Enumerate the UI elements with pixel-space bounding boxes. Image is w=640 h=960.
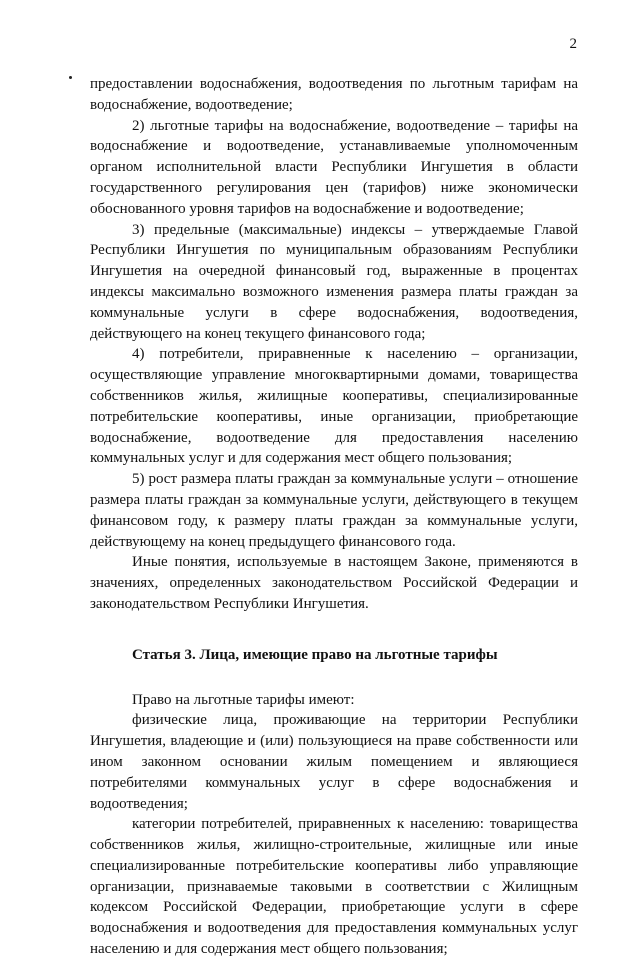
eligibility-organizations: категории потребителей, приравненных к населению: товарищества собственников жилья, жилищно-строительные, жилищные или иные специализированные потребительские кооперативы либо управляющие организации, признаваемые таковыми в соответствии с Жилищным кодексом Российской Федерации, приобретающие услуги в сфере водоснабжения и водоотведения для предоставления коммунальных услуг населению и для содержания мест общего пользования; bbox=[90, 816, 578, 958]
other-concepts-paragraph: Иные понятия, используемые в настоящем Законе, применяются в значениях, определенных законодательством Российской Федерации и законодательством Республики Ингушетия. bbox=[90, 554, 578, 612]
definition-4: 4) потребители, приравненные к населению – организации, осуществляющие управление многоквартирными домами, товарищества собственников жилья, жилищные кооперативы, специализированные потребительские кооперативы, иные организации, приобретающие водоснабжение, водоотведение для предоставления населению коммунальных услуг и для содержания мест общего пользования; bbox=[90, 346, 578, 467]
scan-dot bbox=[69, 76, 72, 79]
paragraph-continuation: предоставлении водоснабжения, водоотведения по льготным тарифам на водоснабжение, водоотведение; bbox=[90, 76, 578, 113]
definition-2: 2) льготные тарифы на водоснабжение, водоотведение – тарифы на водоснабжение и водоотведение, устанавливаемые уполномоченным органом исполнительной власти Республики Ингушетия в области государственного регулирования цен (тарифов) ниже экономически обоснованного уровня тарифов на водоснабжение и водоотведение; bbox=[90, 117, 578, 217]
article-3-heading: Статья 3. Лица, имеющие право на льготные тарифы bbox=[132, 646, 498, 663]
eligibility-individuals: физические лица, проживающие на территории Республики Ингушетия, владеющие и (или) пользующиеся на праве собственности или ином законном основании жилым помещением и являющиеся потребителями коммунальных услуг в сфере водоснабжения и водоотведения; bbox=[90, 712, 578, 812]
page-number: 2 bbox=[569, 36, 577, 52]
definition-3: 3) предельные (максимальные) индексы – утверждаемые Главой Республики Ингушетия по муниципальным образованиям Республики Ингушетия на очередной финансовый год, выраженные в процентах индексы максимально возможного изменения размера платы граждан за коммунальные услуги в сфере водоснабжения, водоотведения, действующего на конец текущего финансового года; bbox=[90, 221, 578, 342]
definition-5: 5) рост размера платы граждан за коммунальные услуги – отношение размера платы граждан за коммунальные услуги, действующего в текущем финансовом году, к размеру платы граждан за коммунальные услуги, действующему на конец предыдущего финансового года. bbox=[90, 471, 578, 550]
eligibility-intro: Право на льготные тарифы имеют: bbox=[132, 691, 355, 708]
document-body bbox=[90, 74, 578, 960]
